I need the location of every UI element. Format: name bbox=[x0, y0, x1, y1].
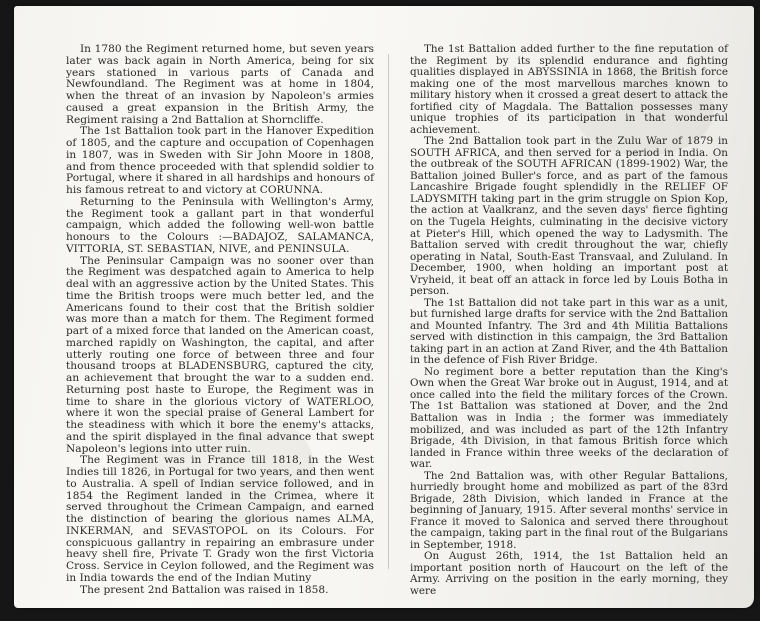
right-column bbox=[410, 44, 728, 598]
paragraph: The 1st Battalion took part in the Hanover Expedition of 1805, and the capture and occupation of Copenhagen in 1807, was in Sweden with Sir John Moore in 1808, and from thence proceeded with that splendid soldier to Portugal, where it shared in all hardships and honours of his famous retreat to and victory at CORUNNA. bbox=[66, 125, 374, 196]
paragraph: The Regiment was in France till 1818, in the West Indies till 1826, in Portugal for two years, and then went to Australia. A spell of Indian service followed, and in 1854 the Regiment landed in the Crimea, where it served throughout the Crimean Campaign, and earned the distinction of bearing the glorious names ALMA, INKERMAN, and SEVASTOPOL on its Colours. For conspicuous gallantry in repairing an embrasure under heavy shell fire, Private T. Grady won the first Victoria Cross. Service in Ceylon followed, and the Regiment was in India towards the end of the Indian Mutiny bbox=[66, 454, 374, 584]
paragraph: Returning to the Peninsula with Wellington's Army, the Regiment took a gallant part in that wonderful campaign, which added the following well-won battle honours to the Colours :—BADAJOZ, SALAMANCA, VITTORIA, ST. SEBASTIAN, NIVE, and PENINSULA. bbox=[66, 195, 374, 255]
paragraph: On August 26th, 1914, the 1st Battalion held an important position north of Haucourt on the left of the Army. Arriving on the position in the early morning, they were bbox=[410, 550, 728, 597]
left-column bbox=[66, 44, 374, 596]
paragraph: The 2nd Battalion was, with other Regular Battalions, hurriedly brought home and mobilized as part of the 83rd Brigade, 28th Division, which landed in France at the beginning of January, 1915. After several months' service in France it moved to Salonica and served there throughout the campaign, taking part in the final rout of the Bulgarians in September, 1918. bbox=[410, 469, 728, 551]
center-fold bbox=[388, 54, 389, 569]
paragraph: In 1780 the Regiment returned home, but seven years later was back again in North America, being for six years stationed in various parts of Canada and Newfoundland. The Regiment was at home in 1804, when the threat of an invasion by Napoleon's armies caused a great expansion in the British Army, the Regiment raising a 2nd Battalion at Shorncliffe. bbox=[66, 43, 374, 126]
paragraph: The 1st Battalion did not take part in this war as a unit, but furnished large drafts for service with the 2nd Battalion and Mounted Infantry. The 3rd and 4th Militia Battalions served with distinction in this campaign, the 3rd Battalion taking part in an action at Zand River, and the 4th Battalion in the defence of Fish River Bridge. bbox=[410, 296, 728, 367]
paragraph: The present 2nd Battalion was raised in 1858. bbox=[80, 583, 329, 596]
paragraph: No regiment bore a better reputation than the King's Own when the Great War broke out in August, 1914, and at once called into the field the military forces of the Crown. The 1st Battalion was stationed at Dover, and the 2nd Battalion was in India ; the former was immediately mobilized, and was included as part of the 12th Infantry Brigade, 4th Division, in that famous British force which landed in France within three weeks of the declaration of war. bbox=[410, 365, 728, 471]
paragraph: The 1st Battalion added further to the fine reputation of the Regiment by its splendid endurance and fighting qualities displayed in ABYSSINIA in 1868, the British force making one of the most marvellous marches known to military history when it crossed a great desert to attack the fortified city of Magdala. The Battalion possesses many unique trophies of its participation in that wonderful achievement. bbox=[410, 43, 728, 136]
open-booklet-page bbox=[14, 6, 754, 608]
paragraph: The 2nd Battalion took part in the Zulu War of 1879 in SOUTH AFRICA, and then served for a period in India. On the outbreak of the SOUTH AFRICAN (1899-1902) War, the Battalion joined Buller's force, and as part of the famous Lancashire Brigade fought splendidly in the RELIEF OF LADYSMITH taking part in the grim struggle on Spion Kop, the action at Vaalkranz, and the seven days' fierce fighting on the Tugela Heights, culminating in the decisive victory at Pieter's Hill, which opened the way to Ladysmith. The Battalion served with credit throughout the war, chiefly operating in Natal, South-East Transvaal, and Zululand. In December, 1900, when holding an important post at Vryheid, it beat off an attack in force led by Louis Botha in person. bbox=[410, 135, 728, 298]
paragraph: The Peninsular Campaign was no sooner over than the Regiment was despatched again to America to help deal with an aggressive action by the United States. This time the British troops were much better led, and the Americans found to their cost that the British soldier was more than a match for them. The Regiment formed part of a mixed force that landed on the American coast, marched rapidly on Washington, the capital, and after utterly routing one force of between three and four thousand troops at BLADENSBURG, captured the city, an achievement that brought the war to a sudden end. Returning post haste to Europe, the Regiment was in time to share in the glorious victory of WATERLOO, where it won the special praise of General Lambert for the steadiness with which it bore the enemy's attacks, and the spirit displayed in the final advance that swept Napoleon's legions into utter ruin. bbox=[66, 254, 374, 455]
